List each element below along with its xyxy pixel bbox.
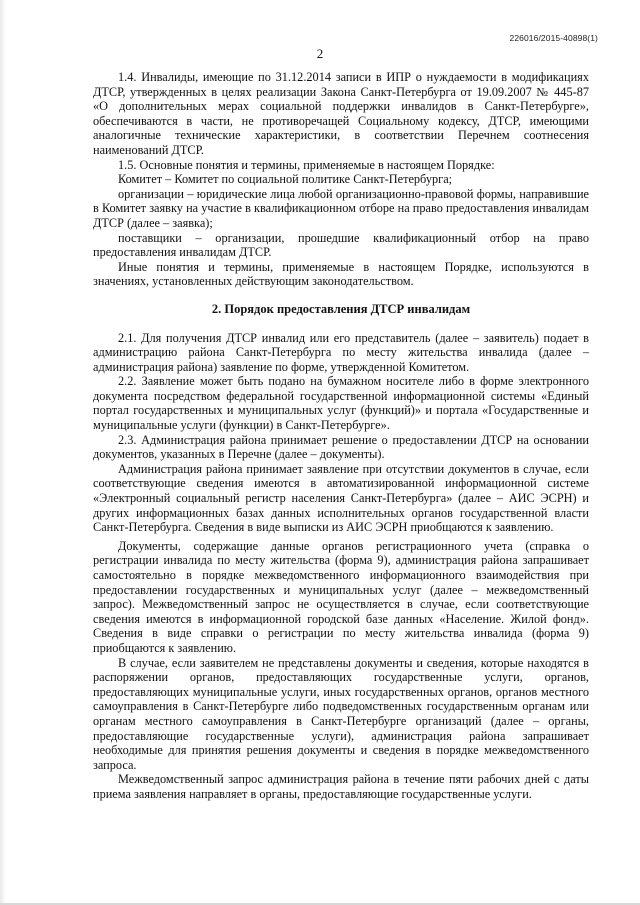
paragraph-2-3: 2.3. Администрация района принимает решение о предоставлении ДТСР на основании документов, указанных в Перечне (далее – документы). (93, 432, 589, 462)
paragraph-other-terms: Иные понятия и термины, применяемые в настоящем Порядке, используются в значениях, установленных действующим законодательством. (93, 259, 589, 289)
definition-suppliers: поставщики – организации, прошедшие квалификационный отбор на право предоставления инвалидам ДТСР. (93, 230, 589, 260)
section-2-title: 2. Порядок предоставления ДТСР инвалидам (211, 301, 471, 316)
document-registration-number: 226016/2015-40898(1) (509, 33, 598, 43)
document-body (93, 70, 589, 802)
definition-committee: Комитет – Комитет по социальной политике Санкт-Петербурга; (118, 172, 453, 187)
paragraph-1-5: 1.5. Основные понятия и термины, применяемые в настоящем Порядке: (118, 157, 495, 172)
paragraph-2-2: 2.2. Заявление может быть подано на бумажном носителе либо в форме электронного документа посредством федеральной государственной информационной системы «Единый портал государственных и муниципальных услуг (функций)» и портала «Государственные и муниципальные услуги (функции) в Санкт-Петербурге». (93, 374, 589, 433)
paragraph-interagency-request: В случае, если заявителем не представлены документы и сведения, которые находятся в распоряжении органов, предоставляющих государственные услуги, органов, предоставляющих муниципальные услуги, иных государственных органов, органов местного самоуправления в Санкт-Петербурге либо подведомственных государственным органам или органам местного самоуправления в Санкт-Петербурге организаций (далее – органы, предоставляющие государственные услуги), администрация района запрашивает необходимые для принятия решения документы и сведения в порядке межведомственного запроса. (93, 655, 589, 772)
paragraph-registration-docs: Документы, содержащие данные органов регистрационного учета (справка о регистрации инвалида по месту жительства (форма 9), администрация района запрашивает самостоятельно в порядке межведомственного информационного взаимодействия при предоставлении государственных и муниципальных услуг (далее – межведомственный запрос). Межведомственный запрос не осуществляется в случае, если соответствующие сведения имеются в информационной городской базе данных «Население. Жилой фонд». Сведения в виде справки о регистрации по месту жительства инвалида (форма 9) приобщаются к заявлению. (93, 538, 589, 655)
page-number: 2 (316, 46, 324, 61)
scan-edge-shadow (0, 0, 6, 905)
paragraph-1-4: 1.4. Инвалиды, имеющие по 31.12.2014 записи в ИПР о нуждаемости в модификациях ДТСР, утвержденных в целях реализации Закона Санкт-Петербурга от 19.09.2007 № 445-87 «О дополнительных мерах социальной поддержки инвалидов в Санкт-Петербурге», обеспечиваются в части, не противоречащей Социальному кодексу, ДТСР, имеющими аналогичные технические характеристики, в соответствии Перечнем соотнесения наименований ДТСР. (93, 70, 589, 157)
definition-organizations: организации – юридические лица любой организационно-правовой формы, направившие в Комитет заявку на участие в квалификационном отборе на право предоставления инвалидам ДТСР (далее – заявка); (93, 186, 589, 230)
paragraph-aisesrn: Администрация района принимает заявление при отсутствии документов в случае, если соответствующие сведения имеются в автоматизированной информационной системе «Электронный социальный регистр населения Санкт-Петербурга» (далее – АИС ЭСРН) и других информационных базах данных исполнительных органов государственной власти Санкт-Петербурга. Сведения в виде выписки из АИС ЭСРН приобщаются к заявлению. (93, 461, 589, 535)
paragraph-2-1: 2.1. Для получения ДТСР инвалид или его представитель (далее – заявитель) подает в администрацию района Санкт-Петербурга по месту жительства инвалида (далее – администрация района) заявление по форме, утвержденной Комитетом. (93, 330, 589, 374)
paragraph-request-deadline: Межведомственный запрос администрация района в течение пяти рабочих дней с даты приема заявления направляет в органы, предоставляющие государственные услуги. (93, 772, 589, 801)
